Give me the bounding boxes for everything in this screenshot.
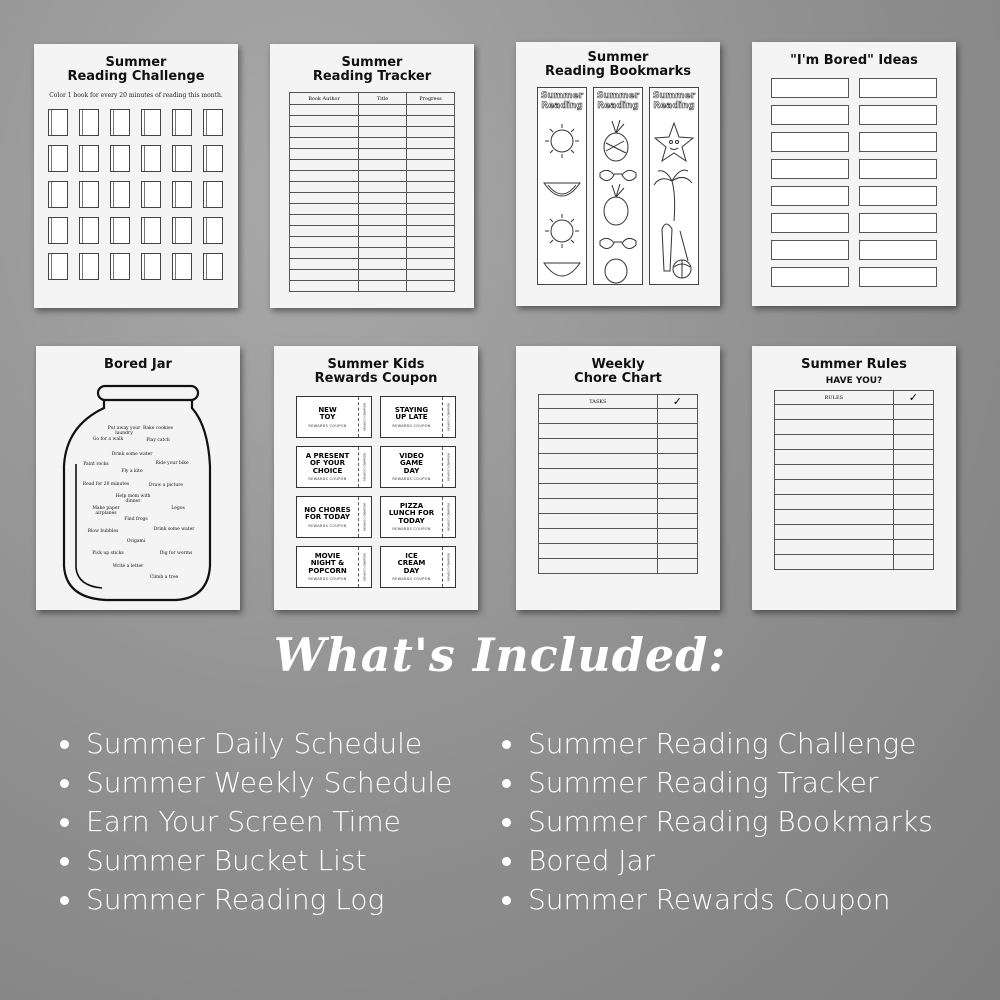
reward-coupon — [296, 446, 372, 488]
table-row — [290, 215, 455, 226]
coupon-sub: REWARDS COUPON — [308, 523, 347, 528]
table-cell — [406, 182, 454, 193]
jar-idea: Legos — [171, 506, 185, 511]
table-row — [290, 160, 455, 171]
table-row — [775, 525, 934, 540]
coupon-sub: REWARDS COUPON — [308, 577, 347, 582]
book-icon — [141, 109, 161, 136]
book-grid — [34, 109, 238, 280]
table-cell — [290, 171, 359, 182]
column-header: Progress — [406, 93, 454, 105]
column-header: Book Author — [290, 93, 359, 105]
table-cell — [657, 469, 697, 484]
table-row — [775, 540, 934, 555]
table-cell — [359, 204, 407, 215]
jar-idea: Paint rocks — [83, 462, 109, 467]
coupon-stub: REWARD COUPON — [363, 553, 367, 581]
table-row — [775, 450, 934, 465]
idea-box — [859, 213, 937, 233]
reward-coupon — [380, 546, 456, 588]
jar-idea: Go for a walk — [92, 437, 124, 442]
book-icon — [110, 217, 130, 244]
jar-idea: Draw a picture — [148, 483, 184, 488]
table-row — [290, 281, 455, 292]
included-item: Bored Jar — [498, 841, 933, 880]
included-item: Summer Weekly Schedule — [56, 763, 452, 802]
reward-coupon — [380, 396, 456, 438]
idea-box — [859, 159, 937, 179]
jar-idea: Pick up sticks — [92, 551, 124, 556]
table-cell — [539, 544, 658, 559]
idea-box — [771, 78, 849, 98]
table-row — [539, 514, 698, 529]
table-row — [775, 555, 934, 570]
table-cell — [406, 193, 454, 204]
jar-idea: Find frogs — [124, 517, 148, 522]
book-icon — [141, 253, 161, 280]
book-icon — [79, 253, 99, 280]
page-bored-ideas — [752, 42, 956, 306]
table-row — [539, 499, 698, 514]
book-icon — [79, 181, 99, 208]
bookmark-sun — [537, 87, 587, 285]
page-bookmarks — [516, 42, 720, 306]
coupon-sub: REWARDS COUPON — [308, 423, 347, 428]
table-cell — [359, 237, 407, 248]
table-cell — [657, 499, 697, 514]
table-row — [775, 405, 934, 420]
table-row — [290, 248, 455, 259]
book-icon — [172, 253, 192, 280]
starfish-palm-icon — [650, 111, 698, 286]
table-cell — [657, 454, 697, 469]
table-cell — [893, 510, 933, 525]
included-item: Earn Your Screen Time — [56, 802, 452, 841]
column-header: ✓ — [657, 395, 697, 409]
page-title: Summer Reading Challenge — [67, 55, 205, 84]
book-icon — [203, 181, 223, 208]
idea-box — [771, 132, 849, 152]
table-cell — [539, 484, 658, 499]
page-rewards-coupon — [274, 346, 478, 610]
table-row — [539, 469, 698, 484]
jar-idea: Origami — [126, 539, 146, 544]
coupon-stub: REWARD COUPON — [363, 503, 367, 531]
reward-coupon — [296, 546, 372, 588]
page-reading-challenge — [34, 44, 238, 308]
table-cell — [893, 540, 933, 555]
coupon-text: STAYING UP LATE — [394, 405, 429, 421]
book-icon — [79, 109, 99, 136]
idea-box — [859, 78, 937, 98]
book-icon — [203, 217, 223, 244]
coupon-stub: REWARD COUPON — [447, 453, 451, 481]
table-cell — [359, 215, 407, 226]
jar-idea: Drink some water — [111, 452, 153, 457]
table-cell — [406, 171, 454, 182]
page-title: Summer Rules — [801, 357, 907, 372]
table-row — [539, 484, 698, 499]
table-cell — [290, 182, 359, 193]
jar-idea: Make paper airplanes — [92, 506, 120, 516]
book-icon — [141, 217, 161, 244]
table-cell — [406, 248, 454, 259]
table-cell — [290, 160, 359, 171]
table-cell — [290, 204, 359, 215]
table-cell — [406, 160, 454, 171]
jar-idea: Ride your bike — [155, 461, 189, 466]
book-icon — [48, 109, 68, 136]
table-cell — [406, 281, 454, 292]
jar-idea: Put away your laundry — [107, 426, 141, 436]
bookmark-label: Summer Reading — [540, 91, 584, 111]
table-cell — [893, 495, 933, 510]
jar-idea: Dig for worms — [159, 551, 193, 556]
table-cell — [893, 555, 933, 570]
coupon-text: NO CHORES FOR TODAY — [304, 505, 351, 521]
idea-box — [771, 213, 849, 233]
coupon-stub: REWARD COUPON — [363, 453, 367, 481]
coupon-text: MOVIE NIGHT & POPCORN — [308, 551, 347, 575]
table-row — [290, 127, 455, 138]
included-list-left — [56, 724, 452, 919]
book-icon — [110, 253, 130, 280]
table-row — [290, 259, 455, 270]
book-icon — [48, 253, 68, 280]
table-cell — [406, 215, 454, 226]
column-header: ✓ — [893, 391, 933, 405]
table-row — [539, 439, 698, 454]
table-cell — [290, 248, 359, 259]
table-cell — [290, 116, 359, 127]
table-cell — [893, 465, 933, 480]
included-list-right — [498, 724, 933, 919]
table-cell — [657, 409, 697, 424]
idea-box — [859, 105, 937, 125]
table-row — [290, 116, 455, 127]
table-cell — [539, 454, 658, 469]
book-icon — [172, 145, 192, 172]
table-cell — [290, 127, 359, 138]
table-cell — [359, 149, 407, 160]
page-title: Weekly Chore Chart — [574, 357, 662, 386]
coupon-sub: REWARDS COUPON — [392, 477, 431, 482]
idea-box — [771, 186, 849, 206]
table-row — [539, 559, 698, 574]
table-cell — [290, 259, 359, 270]
book-icon — [203, 253, 223, 280]
table-cell — [406, 138, 454, 149]
included-item: Summer Reading Tracker — [498, 763, 933, 802]
table-row — [775, 480, 934, 495]
table-cell — [775, 405, 894, 420]
table-cell — [290, 226, 359, 237]
page-subtitle: HAVE YOU? — [825, 376, 883, 386]
table-cell — [775, 480, 894, 495]
included-item: Summer Bucket List — [56, 841, 452, 880]
book-icon — [110, 109, 130, 136]
table-row — [290, 182, 455, 193]
coupon-text: A PRESENT OF YOUR CHOICE — [305, 451, 350, 475]
coupon-sub: REWARDS COUPON — [392, 577, 431, 582]
table-row — [290, 237, 455, 248]
idea-box — [771, 267, 849, 287]
page-title: Summer Reading Tracker — [312, 55, 432, 84]
coupon-text: ICE CREAM DAY — [397, 551, 426, 575]
table-cell — [290, 270, 359, 281]
page-summer-rules — [752, 346, 956, 610]
table-cell — [406, 105, 454, 116]
page-chore-chart — [516, 346, 720, 610]
bookmark-label: Summer Reading — [652, 91, 696, 111]
included-item: Summer Daily Schedule — [56, 724, 452, 763]
table-row — [290, 105, 455, 116]
book-icon — [203, 109, 223, 136]
table-cell — [775, 420, 894, 435]
table-cell — [539, 499, 658, 514]
table-cell — [775, 525, 894, 540]
tracker-table — [289, 92, 455, 292]
table-cell — [406, 259, 454, 270]
sun-watermelon-icon — [538, 111, 586, 286]
table-row — [539, 424, 698, 439]
table-cell — [539, 424, 658, 439]
table-cell — [359, 259, 407, 270]
coupon-stub: REWARD COUPON — [447, 553, 451, 581]
table-cell — [539, 469, 658, 484]
table-cell — [359, 160, 407, 171]
ideas-grid — [752, 78, 956, 287]
book-icon — [48, 145, 68, 172]
coupon-sub: REWARDS COUPON — [392, 527, 431, 532]
table-cell — [359, 105, 407, 116]
jar-idea: Climb a tree — [149, 575, 179, 580]
table-cell — [893, 420, 933, 435]
table-cell — [359, 138, 407, 149]
reward-coupon — [380, 496, 456, 538]
table-cell — [775, 540, 894, 555]
table-cell — [775, 495, 894, 510]
table-cell — [359, 270, 407, 281]
table-cell — [290, 138, 359, 149]
table-row — [290, 270, 455, 281]
idea-box — [771, 240, 849, 260]
table-cell — [406, 149, 454, 160]
table-row — [290, 193, 455, 204]
reward-coupon — [296, 496, 372, 538]
table-row — [290, 149, 455, 160]
table-cell — [775, 465, 894, 480]
table-cell — [359, 226, 407, 237]
book-icon — [203, 145, 223, 172]
bookmark-label: Summer Reading — [596, 91, 640, 111]
table-cell — [359, 116, 407, 127]
included-item: Summer Reading Bookmarks — [498, 802, 933, 841]
book-icon — [141, 181, 161, 208]
table-row — [775, 435, 934, 450]
coupon-stub: REWARD COUPON — [363, 403, 367, 431]
table-cell — [406, 237, 454, 248]
idea-box — [859, 132, 937, 152]
book-icon — [172, 217, 192, 244]
coupon-grid — [274, 396, 478, 588]
table-cell — [359, 248, 407, 259]
included-item: Summer Reading Log — [56, 880, 452, 919]
table-cell — [359, 127, 407, 138]
table-cell — [290, 193, 359, 204]
table-cell — [657, 514, 697, 529]
jar-idea: Read for 20 minutes — [82, 482, 130, 487]
idea-box — [859, 240, 937, 260]
table-cell — [406, 116, 454, 127]
column-header: RULES — [775, 391, 894, 405]
book-icon — [48, 217, 68, 244]
table-cell — [406, 226, 454, 237]
included-item: Summer Rewards Coupon — [498, 880, 933, 919]
table-cell — [775, 510, 894, 525]
table-cell — [539, 439, 658, 454]
table-cell — [290, 149, 359, 160]
table-cell — [406, 127, 454, 138]
table-cell — [657, 559, 697, 574]
table-row — [539, 409, 698, 424]
pineapple-glasses-icon — [594, 111, 642, 286]
book-icon — [110, 145, 130, 172]
table-cell — [290, 237, 359, 248]
page-title: "I'm Bored" Ideas — [790, 53, 918, 68]
table-row — [290, 204, 455, 215]
rules-table — [774, 390, 934, 570]
coupon-text: PIZZA LUNCH FOR TODAY — [388, 501, 435, 525]
table-cell — [359, 182, 407, 193]
jar-idea: Fly a kite — [121, 469, 143, 474]
column-header: Title — [359, 93, 407, 105]
table-row — [539, 544, 698, 559]
table-row — [775, 495, 934, 510]
table-cell — [359, 193, 407, 204]
table-cell — [290, 281, 359, 292]
book-icon — [172, 181, 192, 208]
table-cell — [775, 450, 894, 465]
table-cell — [893, 480, 933, 495]
bookmark-pineapple — [593, 87, 643, 285]
coupon-text: VIDEO GAME DAY — [399, 451, 424, 475]
table-cell — [775, 555, 894, 570]
book-icon — [79, 217, 99, 244]
page-title: Summer Kids Rewards Coupon — [314, 357, 438, 386]
jar-idea: Play catch — [146, 438, 170, 443]
page-title: Summer Reading Bookmarks — [545, 50, 691, 79]
whats-included-heading: What's Included: — [273, 628, 727, 682]
idea-box — [771, 105, 849, 125]
table-row — [290, 138, 455, 149]
page-title: Bored Jar — [104, 357, 172, 372]
book-icon — [141, 145, 161, 172]
table-cell — [290, 105, 359, 116]
jar-idea: Help mom with dinner — [115, 494, 151, 504]
coupon-stub: REWARD COUPON — [447, 503, 451, 531]
table-row — [775, 420, 934, 435]
table-cell — [539, 409, 658, 424]
table-cell — [539, 529, 658, 544]
coupon-stub: REWARD COUPON — [447, 403, 451, 431]
coupon-sub: REWARDS COUPON — [392, 423, 431, 428]
included-item: Summer Reading Challenge — [498, 724, 933, 763]
table-cell — [406, 204, 454, 215]
idea-box — [859, 186, 937, 206]
coupon-sub: REWARDS COUPON — [308, 477, 347, 482]
coupon-text: NEW TOY — [318, 405, 337, 421]
column-header: TASKS — [539, 395, 658, 409]
bookmark-beach — [649, 87, 699, 285]
table-row — [775, 465, 934, 480]
chore-table — [538, 394, 698, 574]
table-cell — [893, 450, 933, 465]
book-icon — [48, 181, 68, 208]
jar-idea: Drink some water — [153, 527, 195, 532]
table-row — [290, 171, 455, 182]
table-cell — [359, 171, 407, 182]
jar-idea: Blow bubbles — [87, 529, 119, 534]
table-cell — [657, 529, 697, 544]
jar-idea: Write a letter — [112, 564, 144, 569]
table-cell — [893, 405, 933, 420]
page-reading-tracker — [270, 44, 474, 308]
idea-box — [771, 159, 849, 179]
page-bored-jar — [36, 346, 240, 610]
table-cell — [539, 514, 658, 529]
table-cell — [657, 544, 697, 559]
book-icon — [110, 181, 130, 208]
page-subtitle: Color 1 book for every 20 minutes of reading this month. — [49, 92, 223, 99]
table-cell — [657, 424, 697, 439]
table-cell — [657, 484, 697, 499]
reward-coupon — [380, 446, 456, 488]
table-row — [539, 529, 698, 544]
table-cell — [893, 525, 933, 540]
jar-idea: Bake cookies — [143, 426, 173, 431]
table-row — [775, 510, 934, 525]
table-row — [290, 226, 455, 237]
table-cell — [539, 559, 658, 574]
book-icon — [79, 145, 99, 172]
jar-items — [36, 346, 240, 610]
table-cell — [290, 215, 359, 226]
table-cell — [359, 281, 407, 292]
table-row — [539, 454, 698, 469]
idea-box — [859, 267, 937, 287]
table-cell — [893, 435, 933, 450]
table-cell — [657, 439, 697, 454]
book-icon — [172, 109, 192, 136]
reward-coupon — [296, 396, 372, 438]
table-cell — [775, 435, 894, 450]
table-cell — [406, 270, 454, 281]
